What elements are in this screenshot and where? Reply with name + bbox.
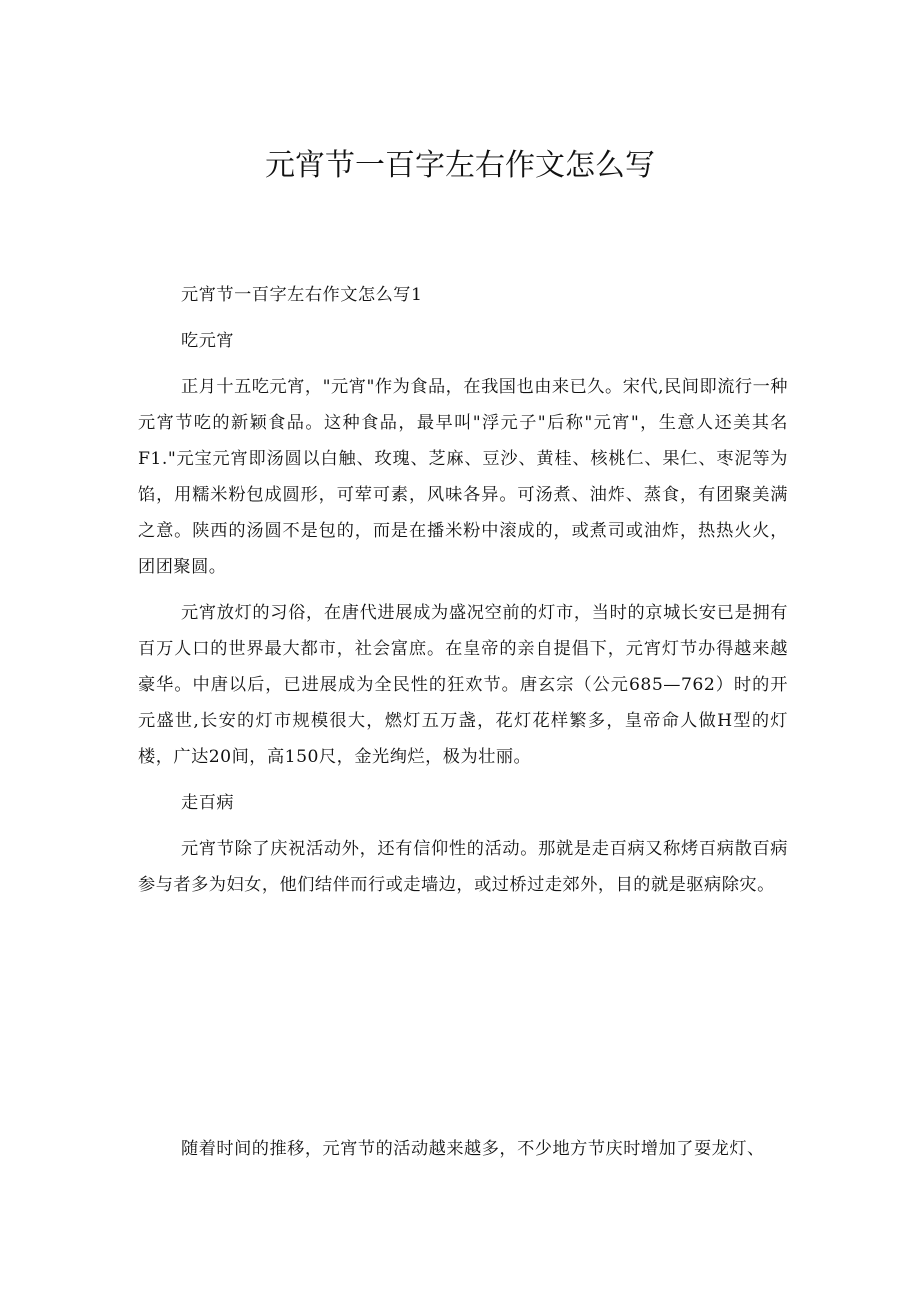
paragraph: 正月十五吃元宵，"元宵"作为食品，在我国也由来已久。宋代,民间即流行一种元宵节吃的新颖食品。这种食品，最早叫"浮元子"后称"元宵"，生意人还美其名F1."元宝元宵即汤圆以白触、玫瑰、芝麻、豆沙、黄桂、核桃仁、果仁、枣泥等为馅，用糯米粉包成圆形，可荤可素，风味各异。可汤煮、油炸、蒸食，有团聚美满之意。陕西的汤圆不是包的，而是在播米粉中滚成的，或煮司或油炸，热热火火，团团聚圆。 (138, 377, 788, 577)
subheading-zou-baibing: 走百病 (181, 793, 235, 813)
subheading-eat-yuanxiao: 吃元宵 (181, 331, 235, 351)
document-title: 元宵节一百字左右作文怎么写 (265, 148, 655, 183)
section-heading: 元宵节一百字左右作文怎么写1 (181, 285, 423, 305)
paragraph: 随着时间的推移，元宵节的活动越来越多，不少地方节庆时增加了耍龙灯、 (181, 1139, 765, 1159)
paragraph: 元宵放灯的习俗，在唐代进展成为盛况空前的灯市，当时的京城长安已是拥有百万人口的世界最大都市，社会富庶。在皇帝的亲自提倡下，元宵灯节办得越来越豪华。中唐以后，已进展成为全民性的狂欢节。唐玄宗（公元685—762）时的开元盛世,长安的灯市规模很大，燃灯五万盏，花灯花样繁多，皇帝命人做H型的灯楼，广达20间，高150尺，金光绚烂，极为壮丽。 (138, 603, 788, 767)
paragraph: 元宵节除了庆祝活动外，还有信仰性的活动。那就是走百病又称烤百病散百病参与者多为妇女，他们结伴而行或走墙边，或过桥过走郊外，目的就是驱病除灾。 (138, 839, 788, 895)
document-body-continued (138, 1131, 788, 1167)
document-body (138, 277, 788, 903)
